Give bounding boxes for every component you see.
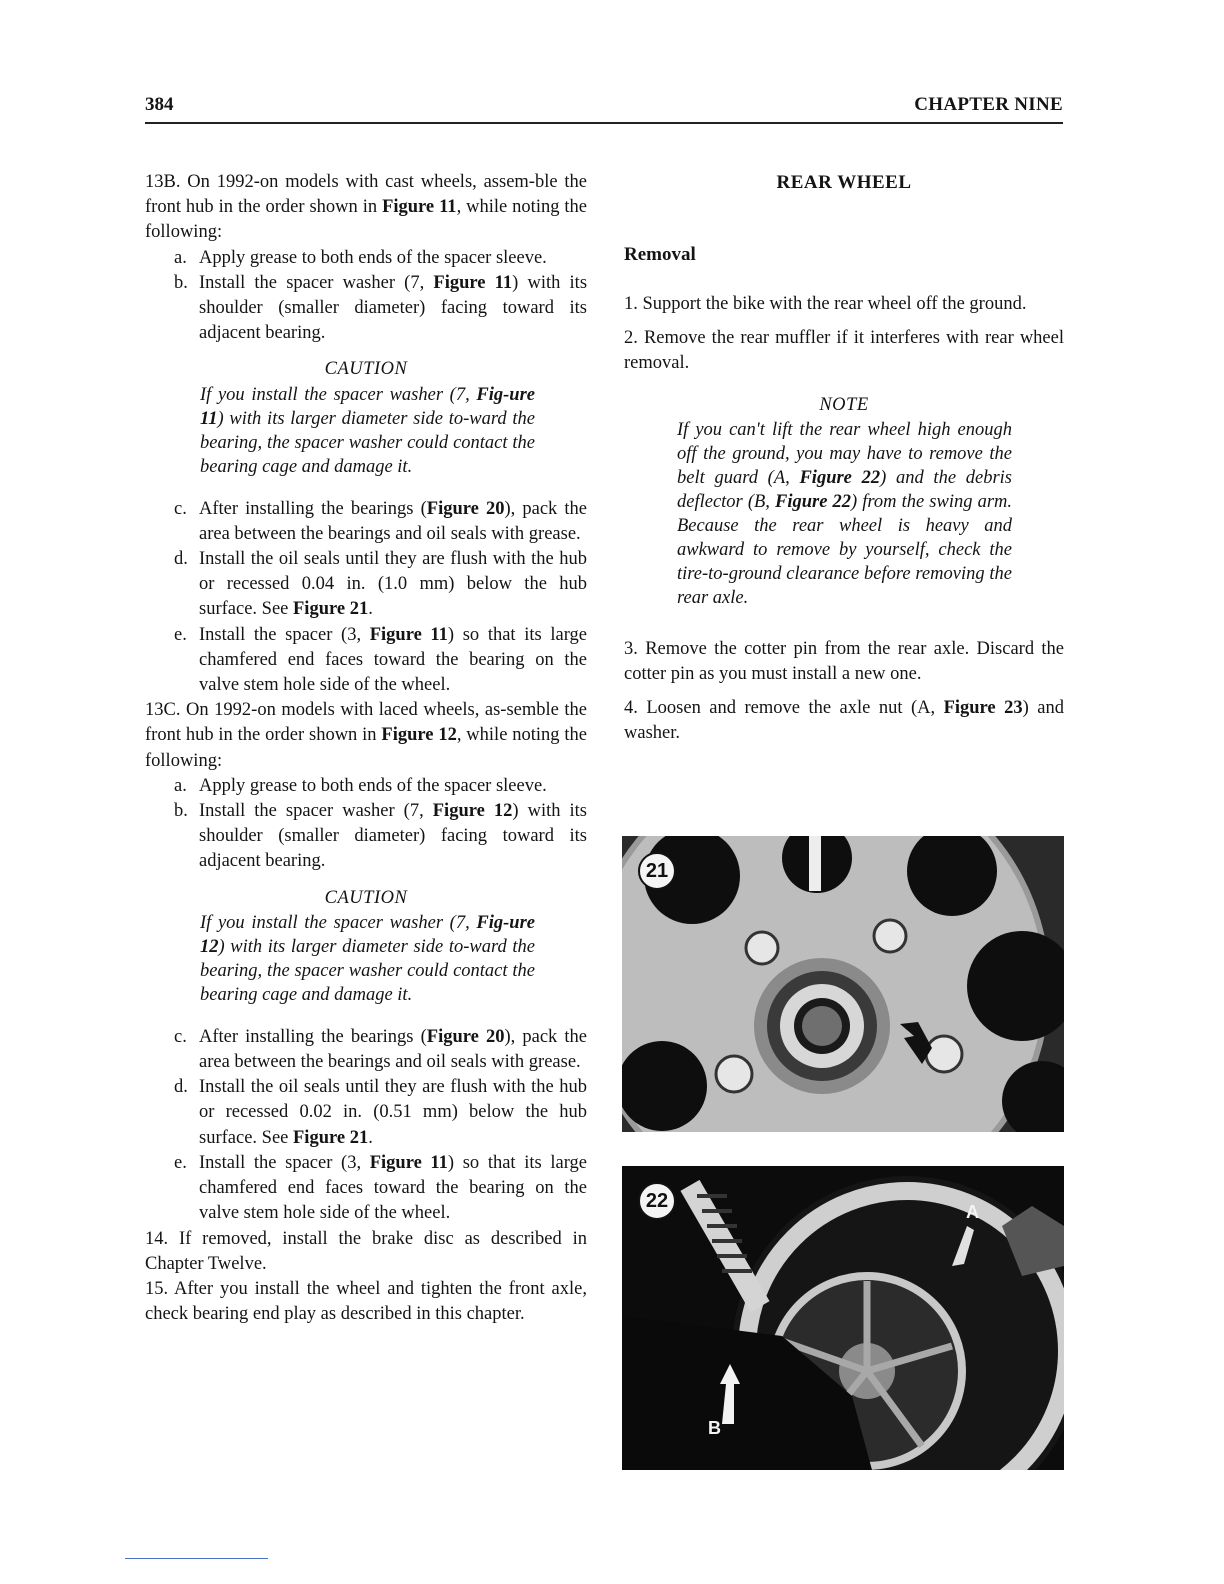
- note-title: NOTE: [819, 395, 869, 416]
- step-13b-a: a. Apply grease to both ends of the spacer sleeve.: [174, 247, 547, 268]
- step-13c: 13C. On 1992-on models with laced wheels, as-semble the front hub in the order shown in Figure 12, while noting the following:: [145, 700, 587, 771]
- step-13c-a: a. Apply grease to both ends of the spacer sleeve.: [174, 775, 547, 796]
- right-column: [624, 170, 1064, 746]
- footer-link-line: [125, 1558, 268, 1559]
- figure-22-number: 22: [638, 1182, 676, 1220]
- step-2: 2. Remove the rear muffler if it interferes with rear wheel removal.: [624, 327, 1064, 373]
- step-3: 3. Remove the cotter pin from the rear axle. Discard the cotter pin as you must install a new one.: [624, 639, 1064, 685]
- hub-photo-illustration: [622, 836, 1064, 1132]
- figure-22-label-b: B: [708, 1418, 721, 1438]
- page-header: [145, 94, 1063, 124]
- figure-22-label-a: A: [966, 1202, 979, 1222]
- figure-21-number: 21: [638, 852, 676, 890]
- note-body: If you can't lift the rear wheel high enough off the ground, you may have to remove the belt guard (A, Figure 22) and the debris deflector (B, Figure 22) from the swing arm. Because the rear wheel is heavy and awkward to remove by yourself, check the tire-to-ground clearance before removing the rear axle.: [677, 420, 1012, 609]
- step-4: 4. Loosen and remove the axle nut (A, Figure 23) and washer.: [624, 697, 1064, 743]
- rear-wheel-photo-illustration: [622, 1166, 1064, 1470]
- subsection-title: Removal: [624, 244, 696, 266]
- step-13b-b: b. Install the spacer washer (7, Figure 11) with its shoulder (smaller diameter) facing toward its adjacent bearing.: [174, 272, 588, 344]
- step-14: 14. If removed, install the brake disc as described in Chapter Twelve.: [145, 1228, 587, 1274]
- chapter-title: CHAPTER NINE: [914, 94, 1063, 115]
- step-13c-d: d. Install the oil seals until they are flush with the hub or recessed 0.02 in. (0.51 mm) below the hub surface. See Figure 21.: [174, 1077, 587, 1148]
- step-15: 15. After you install the wheel and tighten the front axle, check bearing end play as described in this chapter.: [145, 1278, 587, 1325]
- step-13c-c: c. After installing the bearings (Figure 20), pack the area between the bearings and oil seals with grease.: [174, 1026, 588, 1073]
- step-1: 1. Support the bike with the rear wheel off the ground.: [624, 294, 1027, 315]
- figure-21-photo: [622, 836, 1064, 1132]
- caution-title: CAUTION: [324, 887, 408, 908]
- figure-22-photo: [622, 1166, 1064, 1470]
- step-13b-d: d. Install the oil seals until they are flush with the hub or recessed 0.04 in. (1.0 mm) below the hub surface. See Figure 21.: [174, 549, 587, 620]
- step-13b: 13B. On 1992-on models with cast wheels, assem-ble the front hub in the order shown in Figure 11, while noting the following:: [145, 172, 588, 243]
- caution-body: If you install the spacer washer (7, Fig-ure 11) with its larger diameter side to-ward the bearing, the spacer washer could contact the bearing cage and damage it.: [200, 384, 535, 477]
- left-column: [145, 170, 587, 1327]
- caution-body: If you install the spacer washer (7, Fig-ure 12) with its larger diameter side to-ward the bearing, the spacer washer could contact the bearing cage and damage it.: [200, 912, 535, 1005]
- step-13c-b: b. Install the spacer washer (7, Figure 12) with its shoulder (smaller diameter) facing toward its adjacent bearing.: [174, 801, 587, 872]
- header-rule: [145, 122, 1063, 124]
- step-13b-e: e. Install the spacer (3, Figure 11) so that its large chamfered end faces toward the bearing on the valve stem hole side of the wheel.: [174, 624, 587, 696]
- page-number: 384: [145, 94, 174, 115]
- caution-title: CAUTION: [324, 359, 408, 380]
- step-13c-e: e. Install the spacer (3, Figure 11) so that its large chamfered end faces toward the bearing on the valve stem hole side of the wheel.: [174, 1152, 587, 1224]
- step-13b-c: c. After installing the bearings (Figure 20), pack the area between the bearings and oil seals with grease.: [174, 498, 588, 544]
- section-title: REAR WHEEL: [776, 172, 912, 193]
